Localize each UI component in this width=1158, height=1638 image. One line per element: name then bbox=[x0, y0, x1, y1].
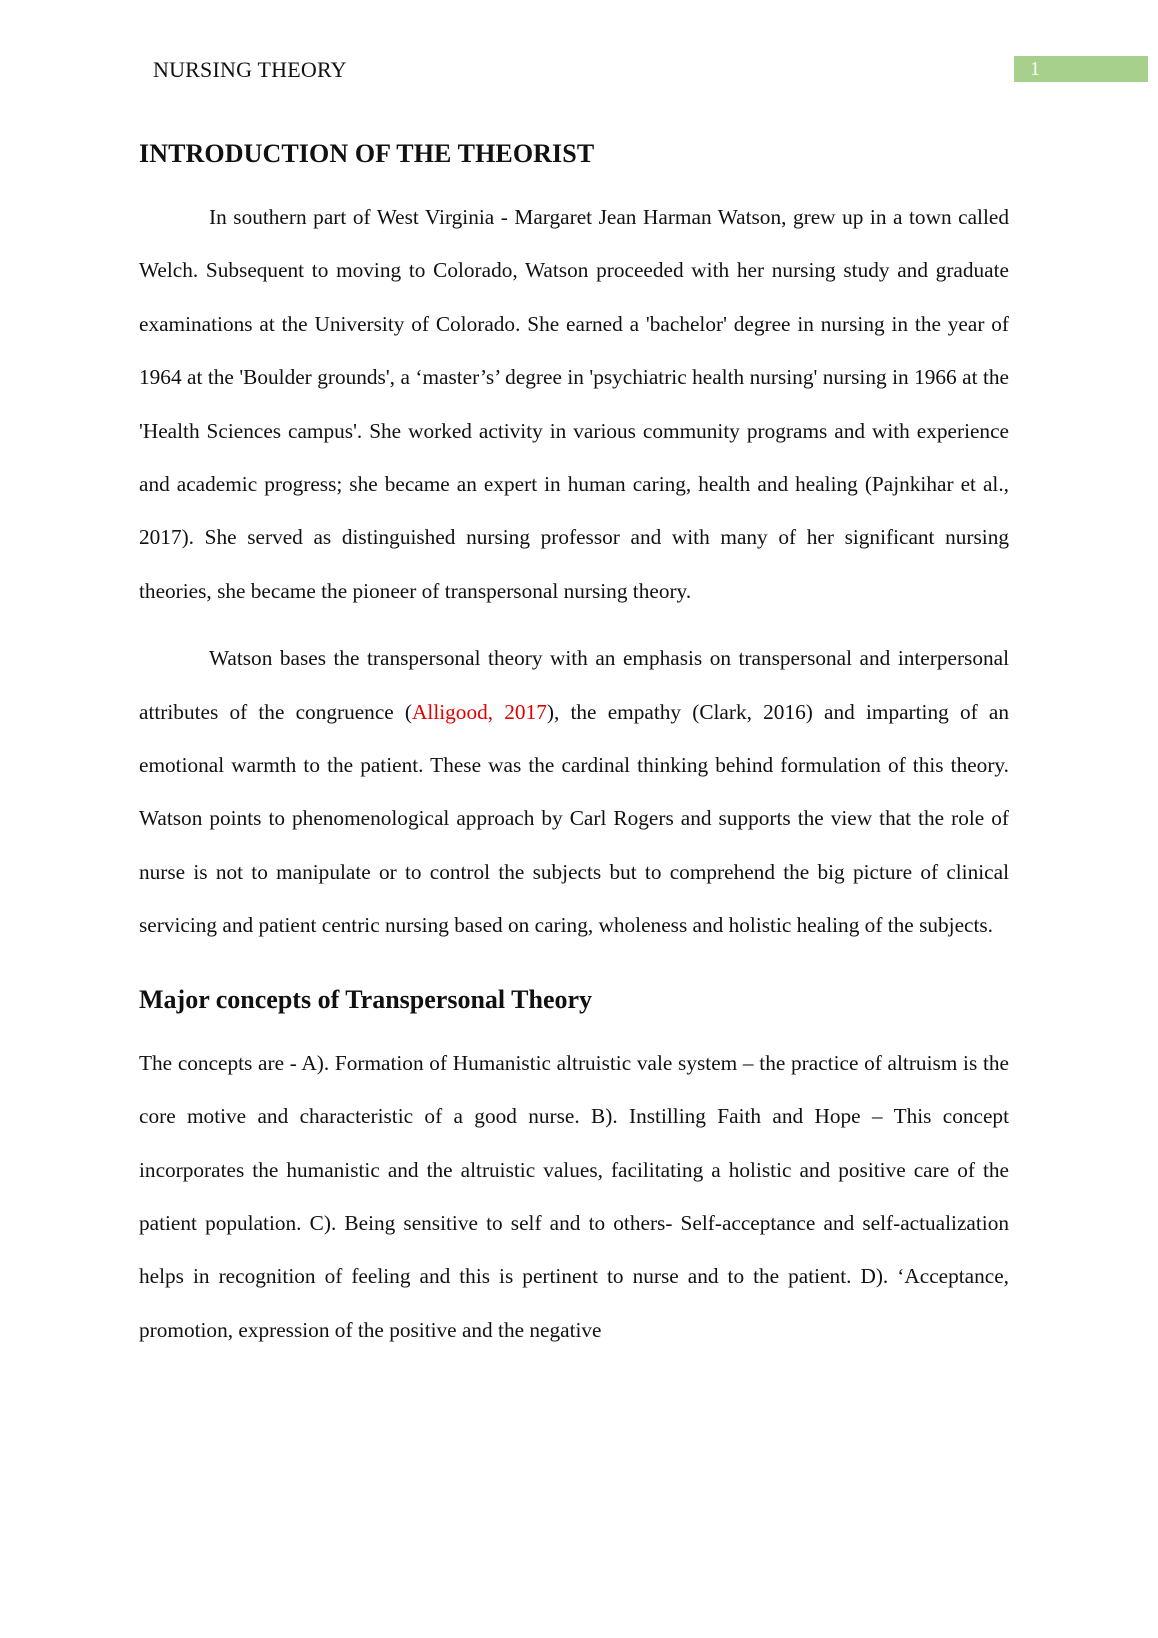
paragraph-theory-basis bbox=[139, 632, 1009, 952]
paragraph-theorist-biography: In southern part of West Virginia - Margaret Jean Harman Watson, grew up in a town called Welch. Subsequent to moving to Colorado, Watson proceeded with her nursing study and graduate examinations at the University of Colorado. She earned a 'bachelor' degree in nursing in the year of 1964 at the 'Boulder grounds', a ‘master’s’ degree in 'psychiatric health nursing' nursing in 1966 at the 'Health Sciences campus'. She worked activity in various community programs and with experience and academic progress; she became an expert in human caring, health and healing (Pajnkihar et al., 2017). She served as distinguished nursing professor and with many of her significant nursing theories, she became the pioneer of transpersonal nursing theory. bbox=[139, 205, 1009, 603]
page-number: 1 bbox=[1014, 56, 1148, 82]
section-heading-introduction: INTRODUCTION OF THE THEORIST bbox=[139, 139, 595, 168]
paragraph-text-segment: Watson bases the transpersonal theory with an emphasis on transpersonal and interpersonal attributes of the congruence ( bbox=[139, 646, 1009, 724]
running-head: NURSING THEORY bbox=[153, 57, 347, 82]
page-body bbox=[139, 130, 1009, 1357]
section-heading-major-concepts: Major concepts of Transpersonal Theory bbox=[139, 984, 593, 1014]
paragraph-major-concepts: The concepts are - A). Formation of Humanistic altruistic vale system – the practice of altruism is the core motive and characteristic of a good nurse. B). Instilling Faith and Hope – This concept incorporates the humanistic and the altruistic values, facilitating a holistic and positive care of the patient population. C). Being sensitive to self and to others- Self-acceptance and self-actualization helps in recognition of feeling and this is pertinent to nurse and to the patient. D). ‘Acceptance, promotion, expression of the positive and the negative bbox=[139, 1050, 1009, 1342]
citation-alligood: Alligood, 2017 bbox=[412, 699, 547, 724]
paragraph-text-segment: ), the empathy (Clark, 2016) and imparting of an emotional warmth to the patient. These was the cardinal thinking behind formulation of this theory. Watson points to phenomenological approach by Carl Rogers and supports the view that the role of nurse is not to manipulate or to control the subjects but to comprehend the big picture of clinical servicing and patient centric nursing based on caring, wholeness and holistic healing of the subjects. bbox=[139, 699, 1010, 938]
